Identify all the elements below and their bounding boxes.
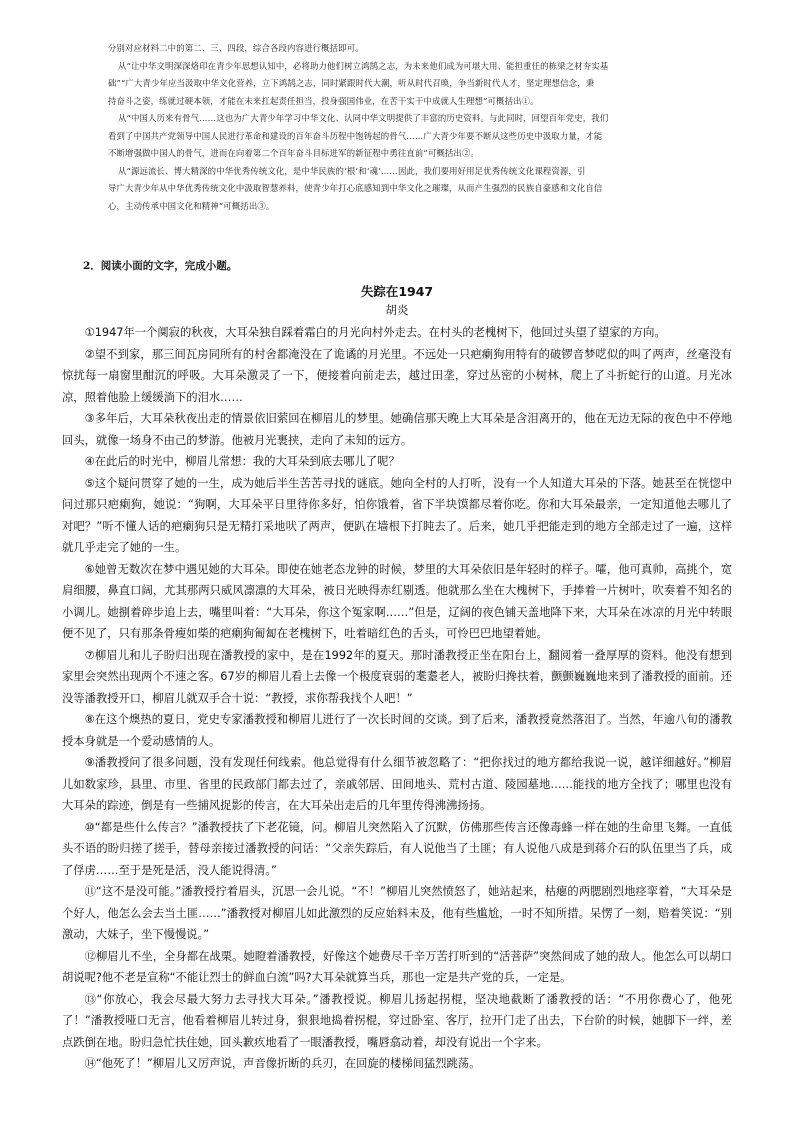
article-paragraph: ②望不到家，那三间瓦房同所有的村舍都淹没在了诡谲的月光里。不远处一只疤瘌狗用特有的破锣音梦呓似的叫了两声，丝毫没有惊扰每一扇窗里酣沉的呼吸。大耳朵激灵了一下，便接着向前走去，越过田垄，穿过丛密的小树林，爬上了斗折蛇行的山道。月光冰凉，照着他脸上缓缓淌下的泪水……: [62, 347, 732, 404]
answer-explanation: [108, 40, 718, 215]
explanation-line: 础”“广大青少年应当汲取中华文化营养，立下鸿鹄之志，同时紧跟时代大潮，听从时代召唤，争当新时代人才，坚定理想信念，秉: [108, 78, 595, 88]
article-paragraph: ③多年后，大耳朵秋夜出走的情景依旧萦回在柳眉儿的梦里。她确信那天晚上大耳朵是含泪离开的，他在无边无际的夜色中不停地回头，就像一场身不由己的梦游。他被月光裹挟，走向了未知的远方。: [62, 412, 732, 447]
article-paragraph: ⑪“这不是没可能。”潘教授拧着眉头，沉思一会儿说。“不！”柳眉儿突然愤怒了，她站起来，枯瘪的两腮剧烈地痉挛着，“大耳朵是个好人，他怎么会去当土匪……”潘教授对柳眉儿如此激烈的反应始料未及，他有些尴尬，一时不知所措。呆愣了一刻，赔着笑说：“别激动，大妹子，坐下慢慢说。”: [62, 885, 732, 941]
article-paragraph: ⑬“你放心，我会尽最大努力去寻找大耳朵。”潘教授说。柳眉儿扬起拐棍，坚决地截断了潘教授的话：“不用你费心了，他死了！”潘教授哑口无言，他看着柳眉儿转过身，狠狠地捣着拐棍，穿过卧室、客厅，拉开门走了出去，下台阶的时候，她脚下一绊，差点跌倒在地。盼归急忙扶住她，回头歉疚地看了一眼潘教授，嘴唇翕动着，却没有说出一个字来。: [62, 992, 732, 1049]
article-author: 胡炎: [385, 303, 409, 317]
explanation-line: 从“让中华文明深深烙印在青少年思想认知中，必将助力他们树立鸿鹄之志，为未来他们成为可堪大用、能担重任的栋梁之材夯实基: [118, 60, 609, 71]
explanation-line: 分别对应材料二中的第二、三、四段，综合各段内容进行概括即可。: [108, 43, 364, 53]
article-body: [62, 322, 732, 1075]
article-paragraph: ⑧在这个燠热的夏日，党史专家潘教授和柳眉儿进行了一次长时间的交谈。到了后来，潘教授竟然落泪了。当然，年逾八旬的潘教授本身就是一个爱动感情的人。: [62, 713, 732, 748]
article-paragraph: ⑤这个疑问贯穿了她的一生，成为她后半生苦苦寻找的谜底。她向全村的人打听，没有一个人知道大耳朵的下落。她甚至在恍惚中问过那只疤瘌狗，她说：“狗啊，大耳朵平日里待你多好，怕你饿着，省下半块馍都尽着你吃。你和大耳朵最亲，一定知道他去哪儿了对吧？”听不懂人话的疤瘌狗只是无精打采地吠了两声，便趴在墙根下打盹去了。后来，她几乎把能走到的地方全部走过了一遍，这样就几乎走完了她的一生。: [62, 476, 732, 554]
explanation-line: 看到了中国共产党领导中国人民进行革命和建设的百年奋斗历程中饱铸起的骨气……广大青少年要不断从这些历史中汲取力量，才能: [108, 130, 603, 141]
explanation-line: 从“中国人历来有骨气……这也为广大青少年学习中华文化、认同中华文明提供了丰富的历史资料。与此同时，回望百年党史，我们: [118, 113, 609, 123]
article-paragraph: ⑦柳眉儿和儿子盼归出现在潘教授的家中，是在1992年的夏天。那时潘教授正坐在阳台上，翻阅着一叠厚厚的资料。他没有想到家里会突然出现两个不速之客。67岁的柳眉儿看上去像一个极度衰弱的耄耋老人，被盼归搀扶着，颤颤巍巍地来到了潘教授的面前。还没等潘教授开口，柳眉儿就双手合十说：“教授，求你帮我找个人吧！”: [62, 648, 732, 705]
explanation-line: 导广大青少年从中华优秀传统文化中汲取智慧养料，使青少年打心底感知到中华文化之璀璨，从而产生强烈的民族自豪感和文化自信: [108, 183, 603, 193]
article-paragraph: ⑨潘教授问了很多问题，没有发现任何线索。他总觉得有什么细节被忽略了：“把你找过的地方都给我说一说，越详细越好。”柳眉儿如数家珍，县里、市里、省里的民政部门都去过了，亲戚邻居、田间地头、荒村古道、陵园墓地……能找的地方全找了；哪里也没有大耳朵的踪迹，倒是有一些捕风捉影的传言，在大耳朵出走后的几年里传得沸沸扬扬。: [62, 756, 732, 812]
article-paragraph: ④在此后的时光中，柳眉儿常想：我的大耳朵到底去哪儿了呢？: [84, 455, 400, 468]
explanation-line: 从“源远流长、博大精深的中华优秀传统文化，是中华民族的‘根’和‘魂’……因此，我们要用好用足优秀传统文化课程资源，引: [118, 165, 586, 176]
article-paragraph: ⑫柳眉儿不坐，全身都在战栗。她瞪着潘教授，好像这个她费尽千辛万苦打听到的“活菩萨”突然间成了她的敌人。他怎么可以胡口胡说呢?他不老是宣称“不能让烈士的鲜血白流”吗?大耳朵就算当兵，那也一定是共产党的兵，一定是。: [62, 949, 732, 984]
article-paragraph: ①1947年一个阒寂的秋夜，大耳朵独自踩着霜白的月光向村外走去。在村头的老槐树下，他回过头望了望家的方向。: [84, 326, 666, 339]
question-heading: 2．阅读小面的文字，完成小题。: [83, 260, 238, 272]
article-paragraph: ⑩“都是些什么传言？”潘教授扶了下老花镜，问。柳眉儿突然陷入了沉默，仿佛那些传言还像毒蜂一样在她的生命里飞舞。一直低头不语的盼归搓了搓手，替母亲接过潘教授的问话：“父亲失踪后，有人说他当了土匪；有人说他八成是到蒋介石的队伍里当了兵，成了俘虏……至于是死是活，没人能说得清。”: [62, 820, 732, 877]
article-paragraph: ⑭“他死了！”柳眉儿又厉声说，声音像折断的兵刃，在回旋的楼梯间猛烈跳荡。: [84, 1057, 481, 1070]
explanation-line: 心，主动传承中国文化和精神”可概括出③。: [108, 200, 275, 211]
explanation-line: 不断增强做中国人的骨气，进而在向着第二个百年奋斗目标进军的新征程中勇往直前”可概括出②。: [108, 148, 480, 158]
article-paragraph: ⑥她曾无数次在梦中遇见她的大耳朵。即使在她老态龙钟的时候，梦里的大耳朵依旧是年轻时的样子。嚯，他可真帅，高挑个，宽肩细腰，鼻直口阔，尤其那两只威风凛凛的大耳朵，被日光映得赤红剔透。他就那么坐在大槐树下，手捧着一片树叶，吹奏着不知名的小调儿。她捌着碎步追上去，嘴里叫着：“大耳朵，你这个冤家啊……”但是，辽阔的夜色铺天盖地降下来，大耳朵在冰凉的月光中转眼便不见了，只有那条骨瘦如柴的疤瘌狗匍匐在老槐树下，吐着暗红色的舌头，可怜巴巴地望着她。: [62, 562, 732, 640]
article-title: 失踪在1947: [360, 284, 434, 299]
explanation-line: 持奋斗之姿，练就过硬本领，才能在未来扛起责任担当，投身强国伟业，在苦干实干中成就人生理想”可概括出①。: [108, 95, 539, 106]
